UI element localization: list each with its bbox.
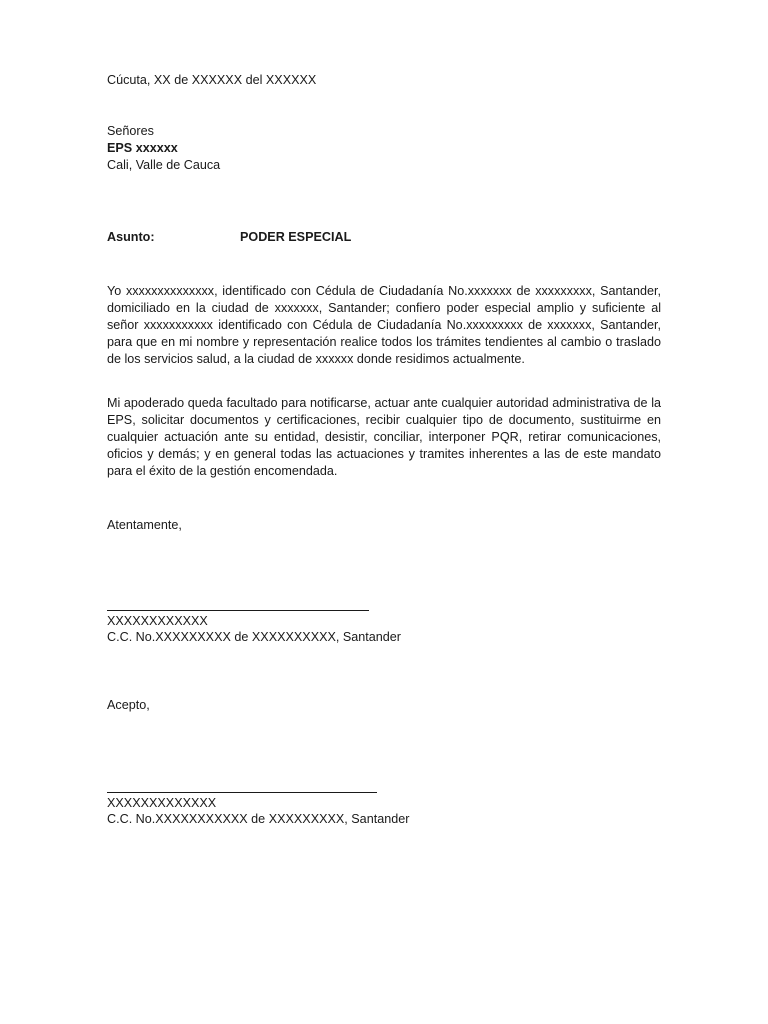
signature-1-id: C.C. No.XXXXXXXXX de XXXXXXXXXX, Santander <box>107 630 402 644</box>
signature-line-2 <box>107 792 377 793</box>
subject-value: PODER ESPECIAL <box>240 230 352 244</box>
place-date: Cúcuta, XX de XXXXXX del XXXXXX <box>107 73 317 87</box>
signature-2-id: C.C. No.XXXXXXXXXXX de XXXXXXXXX, Santander <box>107 812 410 826</box>
body-paragraph-2: Mi apoderado queda facultado para notificarse, actuar ante cualquier autoridad administrativa de la EPS, solicitar documentos y certificaciones, recibir cualquier tipo de documento, sustituirme en cualquier actuación ante su entidad, desistir, conciliar, interponer PQR, retirar comunicaciones, oficios y demás; y en general todas las actuaciones y tramites inherentes a las de este mandato para el éxito de la gestión encomendada. <box>107 396 661 478</box>
recipient-salutation: Señores <box>107 124 154 138</box>
recipient-entity: EPS xxxxxx <box>107 141 178 155</box>
acceptance-label: Acepto, <box>107 698 150 712</box>
signature-line-1 <box>107 610 369 611</box>
signature-1-name: XXXXXXXXXXXX <box>107 614 208 628</box>
recipient-city: Cali, Valle de Cauca <box>107 158 221 172</box>
body-paragraph-1: Yo xxxxxxxxxxxxxx, identificado con Cédula de Ciudadanía No.xxxxxxx de xxxxxxxxx, Santander, domiciliado en la ciudad de xxxxxxx, Santander; confiero poder especial amplio y suficiente al señor xxxxxxxxxxx identificado con Cédula de Ciudadanía No.xxxxxxxxx de xxxxxxx, Santander, para que en mi nombre y representación realice todos los trámites tendientes al cambio o traslado de los servicios salud, a la ciudad de xxxxxx donde residimos actualmente. <box>107 284 661 366</box>
closing-label: Atentamente, <box>107 518 182 532</box>
subject-label: Asunto: <box>107 230 155 244</box>
signature-2-name: XXXXXXXXXXXXX <box>107 796 217 810</box>
